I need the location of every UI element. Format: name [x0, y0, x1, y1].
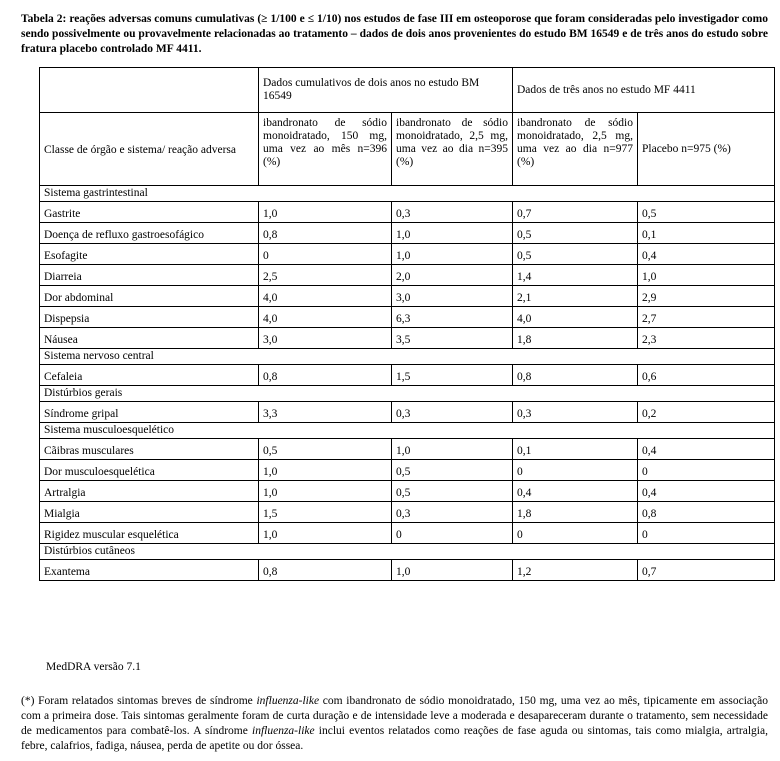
meddra-version-note: MedDRA versão 7.1	[46, 661, 141, 673]
value-cell: 0,5	[259, 439, 392, 460]
value-cell: 1,4	[513, 265, 638, 286]
table-row	[40, 439, 775, 460]
column-header-row	[40, 113, 775, 186]
value-cell: 0,6	[638, 365, 775, 386]
value-cell: 0	[513, 523, 638, 544]
section-label: Distúrbios gerais	[40, 386, 775, 402]
table-row	[40, 460, 775, 481]
value-cell: 3,3	[259, 402, 392, 423]
col-header-ibandronate-2-5mg-daily-mf: ibandronato de sódio monoidratado, 2,5 mg, uma vez ao dia n=977 (%)	[513, 113, 638, 186]
value-cell: 0,5	[638, 202, 775, 223]
table-row	[40, 202, 775, 223]
value-cell: 3,5	[392, 328, 513, 349]
value-cell: 1,0	[259, 481, 392, 502]
value-cell: 1,0	[392, 439, 513, 460]
value-cell: 3,0	[392, 286, 513, 307]
section-label: Distúrbios cutâneos	[40, 544, 775, 560]
value-cell: 0,3	[513, 402, 638, 423]
value-cell: 4,0	[513, 307, 638, 328]
footnote-italic-term: influenza-like	[252, 725, 315, 737]
value-cell: 0,3	[392, 202, 513, 223]
footnote-text: com ibandronato de sódio monoidratado, 150 mg, uma vez ao mês, tipicamente em associação com a primeira dose. Tais sintomas geralmente foram de curta duração e de intensidade leve a moderada e desapareceram durante o tratamento, sem necessidade de medicamentos para combatê-los. A síndrome	[21, 695, 768, 737]
value-cell: 1,8	[513, 502, 638, 523]
value-cell: 0,1	[638, 223, 775, 244]
value-cell: 1,0	[392, 223, 513, 244]
table-row	[40, 328, 775, 349]
value-cell: 0,3	[392, 502, 513, 523]
table-row	[40, 481, 775, 502]
value-cell: 0	[259, 244, 392, 265]
reaction-label: Gastrite	[40, 202, 259, 223]
reaction-label: Dor musculoesquelética	[40, 460, 259, 481]
col-header-placebo: Placebo n=975 (%)	[638, 113, 775, 186]
col-header-ibandronate-150mg-monthly: ibandronato de sódio monoidratado, 150 mg, uma vez ao mês n=396 (%)	[259, 113, 392, 186]
value-cell: 0,3	[392, 402, 513, 423]
value-cell: 2,0	[392, 265, 513, 286]
table-row	[40, 523, 775, 544]
table-row	[40, 502, 775, 523]
value-cell: 0,1	[513, 439, 638, 460]
table-row	[40, 265, 775, 286]
value-cell: 4,0	[259, 307, 392, 328]
value-cell: 0	[638, 460, 775, 481]
table-row	[40, 402, 775, 423]
value-cell: 1,2	[513, 560, 638, 581]
value-cell: 0,4	[638, 439, 775, 460]
group-header-row	[40, 68, 775, 113]
table-row	[40, 223, 775, 244]
reaction-label: Mialgia	[40, 502, 259, 523]
value-cell: 0	[513, 460, 638, 481]
value-cell: 0,7	[638, 560, 775, 581]
value-cell: 0	[638, 523, 775, 544]
header-blank-cell	[40, 68, 259, 113]
value-cell: 0	[392, 523, 513, 544]
value-cell: 1,0	[259, 460, 392, 481]
section-row	[40, 544, 775, 560]
table-row	[40, 286, 775, 307]
value-cell: 0,8	[259, 560, 392, 581]
col-header-ibandronate-2-5mg-daily-bm: ibandronato de sódio monoidratado, 2,5 mg, uma vez ao dia n=395 (%)	[392, 113, 513, 186]
value-cell: 1,5	[259, 502, 392, 523]
value-cell: 0,4	[638, 244, 775, 265]
value-cell: 0,2	[638, 402, 775, 423]
value-cell: 1,0	[259, 202, 392, 223]
table-row	[40, 365, 775, 386]
reaction-label: Diarreia	[40, 265, 259, 286]
reaction-label: Cãibras musculares	[40, 439, 259, 460]
table-caption: Tabela 2: reações adversas comuns cumulativas (≥ 1/100 e ≤ 1/10) nos estudos de fase III em osteoporose que foram consideradas pelo investigador como sendo possivelmente ou provavelmente relacionadas ao tratamento – dados de dois anos provenientes do estudo BM 16549 e de três anos do estudo sobre fratura placebo controlado MF 4411.	[21, 13, 768, 55]
section-label: Sistema nervoso central	[40, 349, 775, 365]
value-cell: 2,5	[259, 265, 392, 286]
reaction-label: Náusea	[40, 328, 259, 349]
footnote-text: inclui eventos relatados como reações de fase aguda ou sintomas, tais como mialgia, artralgia, febre, calafrios, fadiga, náusea, perda de apetite ou dor óssea.	[21, 725, 768, 752]
col-header-organ-class: Classe de órgão e sistema/ reação adversa	[40, 113, 259, 186]
value-cell: 1,0	[638, 265, 775, 286]
influenza-footnote	[21, 694, 768, 754]
reaction-label: Exantema	[40, 560, 259, 581]
reaction-label: Esofagite	[40, 244, 259, 265]
reaction-label: Dispepsia	[40, 307, 259, 328]
table-row	[40, 560, 775, 581]
table-row	[40, 307, 775, 328]
value-cell: 0,5	[513, 244, 638, 265]
group-header-bm16549: Dados cumulativos de dois anos no estudo BM 16549	[259, 68, 513, 113]
table-row	[40, 244, 775, 265]
value-cell: 2,3	[638, 328, 775, 349]
reaction-label: Rigidez muscular esquelética	[40, 523, 259, 544]
value-cell: 1,8	[513, 328, 638, 349]
value-cell: 1,0	[259, 523, 392, 544]
reaction-label: Artralgia	[40, 481, 259, 502]
value-cell: 0,8	[259, 223, 392, 244]
footnote-text: (*) Foram relatados sintomas breves de síndrome	[21, 695, 257, 707]
value-cell: 0,8	[259, 365, 392, 386]
footnote-italic-term: influenza-like	[256, 695, 320, 707]
section-label: Sistema gastrintestinal	[40, 186, 775, 202]
value-cell: 0,5	[392, 481, 513, 502]
value-cell: 6,3	[392, 307, 513, 328]
reaction-label: Doença de refluxo gastroesofágico	[40, 223, 259, 244]
value-cell: 2,1	[513, 286, 638, 307]
value-cell: 1,5	[392, 365, 513, 386]
value-cell: 1,0	[392, 244, 513, 265]
section-label: Sistema musculoesquelético	[40, 423, 775, 439]
reaction-label: Dor abdominal	[40, 286, 259, 307]
section-row	[40, 349, 775, 365]
section-row	[40, 186, 775, 202]
section-row	[40, 386, 775, 402]
value-cell: 0,7	[513, 202, 638, 223]
section-row	[40, 423, 775, 439]
value-cell: 0,4	[638, 481, 775, 502]
value-cell: 0,4	[513, 481, 638, 502]
value-cell: 4,0	[259, 286, 392, 307]
value-cell: 2,9	[638, 286, 775, 307]
adverse-reactions-table	[39, 67, 775, 581]
value-cell: 0,5	[392, 460, 513, 481]
value-cell: 2,7	[638, 307, 775, 328]
reaction-label: Cefaleia	[40, 365, 259, 386]
value-cell: 3,0	[259, 328, 392, 349]
value-cell: 0,5	[513, 223, 638, 244]
value-cell: 0,8	[638, 502, 775, 523]
value-cell: 1,0	[392, 560, 513, 581]
reaction-label: Síndrome gripal	[40, 402, 259, 423]
value-cell: 0,8	[513, 365, 638, 386]
group-header-mf4411: Dados de três anos no estudo MF 4411	[513, 68, 775, 113]
